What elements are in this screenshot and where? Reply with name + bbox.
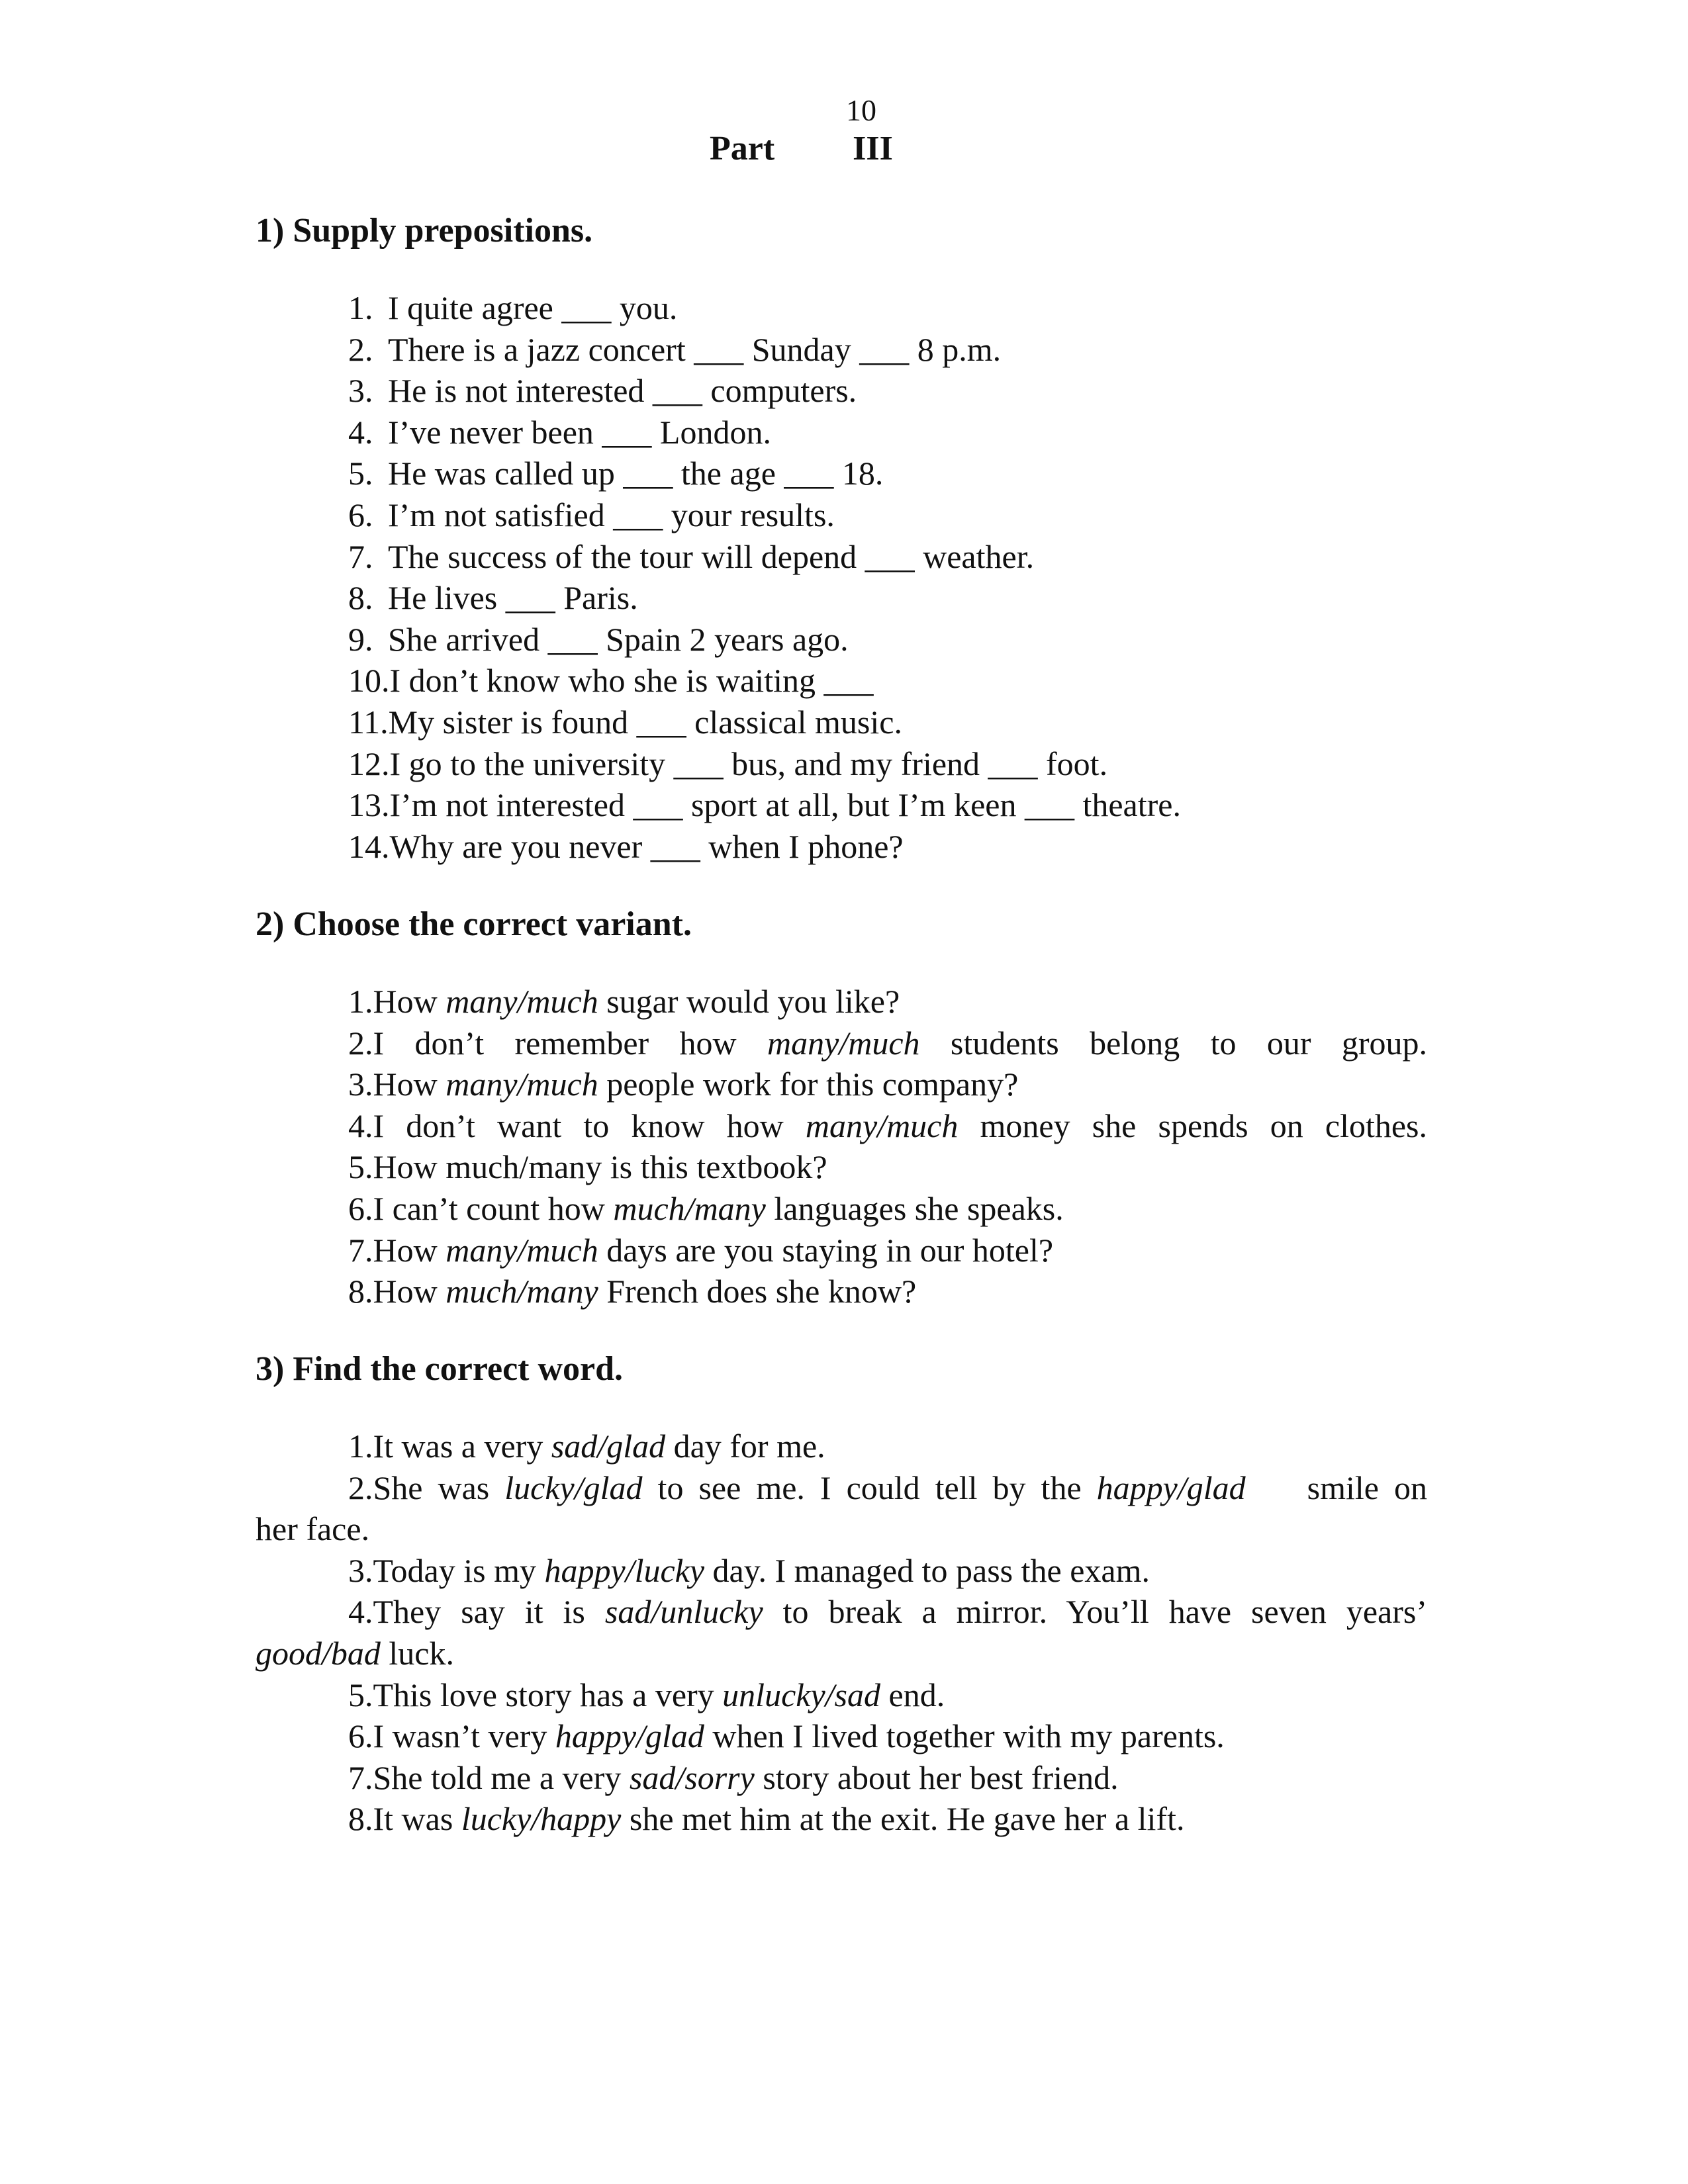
item-choice: good/bad: [256, 1634, 381, 1672]
section-choose-variant: [256, 904, 1427, 1312]
item-choice: many/much: [767, 1024, 920, 1062]
page-number: 10: [846, 93, 876, 127]
list-item: [256, 494, 1427, 536]
item-text: 4.They say it is: [348, 1593, 605, 1631]
list-item: [256, 702, 1427, 743]
item-choice: sad/glad: [551, 1428, 666, 1465]
item-text: I go to the university ___ bus, and my friend ___ foot.: [389, 745, 1108, 782]
item-text: I’ve never been ___ London.: [388, 413, 771, 451]
list-item: [256, 784, 1427, 826]
item-text: to break a mirror. You’ll have seven years’: [763, 1593, 1427, 1631]
section-heading: 1) Supply prepositions.: [256, 212, 593, 250]
exercise-list: [256, 981, 1427, 1312]
list-item: [256, 826, 1427, 868]
item-text: 6.I can’t count how: [348, 1189, 614, 1227]
item-line: [348, 1591, 1427, 1633]
item-number: 13.: [348, 786, 390, 824]
list-item: [256, 412, 1427, 453]
item-choice: many/much: [445, 1231, 598, 1269]
item-text: 8.It was: [348, 1800, 461, 1838]
item-number: 7.: [348, 537, 373, 575]
item-number: 11.: [348, 703, 389, 741]
list-item: [256, 1467, 1427, 1550]
item-text: story about her best friend.: [754, 1758, 1119, 1796]
item-text: sugar would you like?: [598, 983, 900, 1020]
list-item: [256, 1591, 1427, 1674]
item-text: end.: [880, 1676, 945, 1713]
item-choice: many/much: [445, 1066, 598, 1103]
list-item: [256, 1105, 1427, 1147]
item-line: [348, 1467, 1427, 1509]
item-text: 7.How: [348, 1231, 446, 1269]
item-text: 1.How: [348, 983, 446, 1020]
item-choice: lucky/glad: [504, 1469, 643, 1506]
item-text: students belong to our group.: [919, 1024, 1427, 1062]
item-text: money she spends on clothes.: [958, 1107, 1427, 1144]
list-item: [256, 329, 1427, 371]
item-choice: happy/glad: [1096, 1469, 1246, 1506]
item-text: 5.This love story has a very: [348, 1676, 723, 1713]
item-text: she met him at the exit. He gave her a lift.: [621, 1800, 1185, 1838]
list-item: [256, 1550, 1427, 1592]
item-text: My sister is found ___ classical music.: [388, 703, 902, 741]
item-choice: happy/lucky: [544, 1551, 705, 1589]
item-choice: much/many: [445, 1273, 598, 1310]
item-number: 1.: [348, 289, 373, 326]
item-number: 4.: [348, 413, 373, 451]
list-item: [256, 1757, 1427, 1799]
item-text: French does she know?: [598, 1273, 917, 1310]
item-choice: unlucky/sad: [722, 1676, 880, 1713]
item-text: 4.I don’t want to know how: [348, 1107, 806, 1144]
item-choice: much/many: [613, 1189, 766, 1227]
item-number: 6.: [348, 496, 373, 533]
list-item: [256, 1715, 1427, 1757]
item-choice: sad/unlucky: [604, 1593, 763, 1631]
section-heading: 2) Choose the correct variant.: [256, 905, 692, 943]
item-choice: many/much: [445, 983, 598, 1020]
item-text: I’m not satisfied ___ your results.: [388, 496, 835, 533]
item-continuation: [256, 1633, 1427, 1674]
item-text: luck.: [380, 1634, 454, 1672]
item-text: 8.How: [348, 1273, 446, 1310]
list-item: [256, 370, 1427, 412]
list-item: [256, 1230, 1427, 1271]
list-item: [256, 1271, 1427, 1312]
item-text: languages she speaks.: [765, 1189, 1064, 1227]
item-text: I quite agree ___ you.: [388, 289, 678, 326]
exercise-list: [256, 1426, 1427, 1840]
item-continuation: her face.: [256, 1510, 370, 1548]
item-choice: lucky/happy: [461, 1800, 622, 1838]
item-text: 1.It was a very: [348, 1428, 551, 1465]
item-text: 5.How much/many is this textbook?: [348, 1148, 827, 1186]
item-text: I’m not interested ___ sport at all, but I’m keen ___ theatre.: [389, 786, 1181, 824]
part-word: Part: [710, 130, 775, 167]
item-text: Why are you never ___ when I phone?: [389, 827, 904, 865]
item-choice: many/much: [805, 1107, 959, 1144]
list-item: [256, 536, 1427, 578]
part-title: [710, 129, 893, 168]
section-supply-prepositions: [256, 210, 1427, 867]
section-find-correct-word: [256, 1349, 1427, 1840]
item-text: He is not interested ___ computers.: [388, 372, 857, 410]
list-item: [256, 1798, 1427, 1840]
item-text: There is a jazz concert ___ Sunday ___ 8 p.m.: [388, 330, 1002, 368]
item-text: 3.How: [348, 1066, 446, 1103]
list-item: [256, 453, 1427, 494]
item-choice: happy/glad: [555, 1717, 704, 1755]
item-number: 3.: [348, 372, 373, 410]
list-item: [256, 1674, 1427, 1716]
item-text: 7.She told me a very: [348, 1758, 630, 1796]
item-text: He lives ___ Paris.: [388, 579, 638, 617]
section-heading: 3) Find the correct word.: [256, 1350, 624, 1388]
item-text: He was called up ___ the age ___ 18.: [388, 455, 884, 492]
exercise-list: [256, 287, 1427, 867]
item-text: day. I managed to pass the exam.: [704, 1551, 1150, 1589]
item-text: She arrived ___ Spain 2 years ago.: [388, 620, 849, 658]
list-item: [256, 287, 1427, 329]
list-item: [256, 981, 1427, 1023]
item-text: smile on: [1307, 1469, 1427, 1506]
list-item: [256, 1426, 1427, 1467]
item-text: 3.Today is my: [348, 1551, 545, 1589]
item-text: The success of the tour will depend ___ weather.: [388, 537, 1035, 575]
item-number: 9.: [348, 620, 373, 658]
item-text: I don’t know who she is waiting ___: [389, 662, 874, 700]
item-number: 10.: [348, 662, 390, 700]
item-choice: sad/sorry: [629, 1758, 755, 1796]
item-text: day for me.: [665, 1428, 825, 1465]
item-text: people work for this company?: [598, 1066, 1019, 1103]
item-text: 2.She was: [348, 1469, 505, 1506]
item-number: 8.: [348, 579, 373, 617]
item-number: 14.: [348, 827, 390, 865]
list-item: [256, 1023, 1427, 1064]
item-text: when I lived together with my parents.: [704, 1717, 1225, 1755]
list-item: [256, 1064, 1427, 1105]
list-item: [256, 577, 1427, 619]
list-item: [256, 660, 1427, 702]
item-text: days are you staying in our hotel?: [598, 1231, 1054, 1269]
list-item: [256, 619, 1427, 660]
item-number: 5.: [348, 455, 373, 492]
item-text: 6.I wasn’t very: [348, 1717, 555, 1755]
item-number: 12.: [348, 745, 390, 782]
list-item: [256, 1188, 1427, 1230]
part-numeral: III: [853, 130, 893, 167]
item-text: to see me. I could tell by the: [642, 1469, 1097, 1506]
list-item: [256, 1146, 1427, 1188]
list-item: [256, 743, 1427, 785]
item-text: 2.I don’t remember how: [348, 1024, 768, 1062]
item-number: 2.: [348, 330, 373, 368]
